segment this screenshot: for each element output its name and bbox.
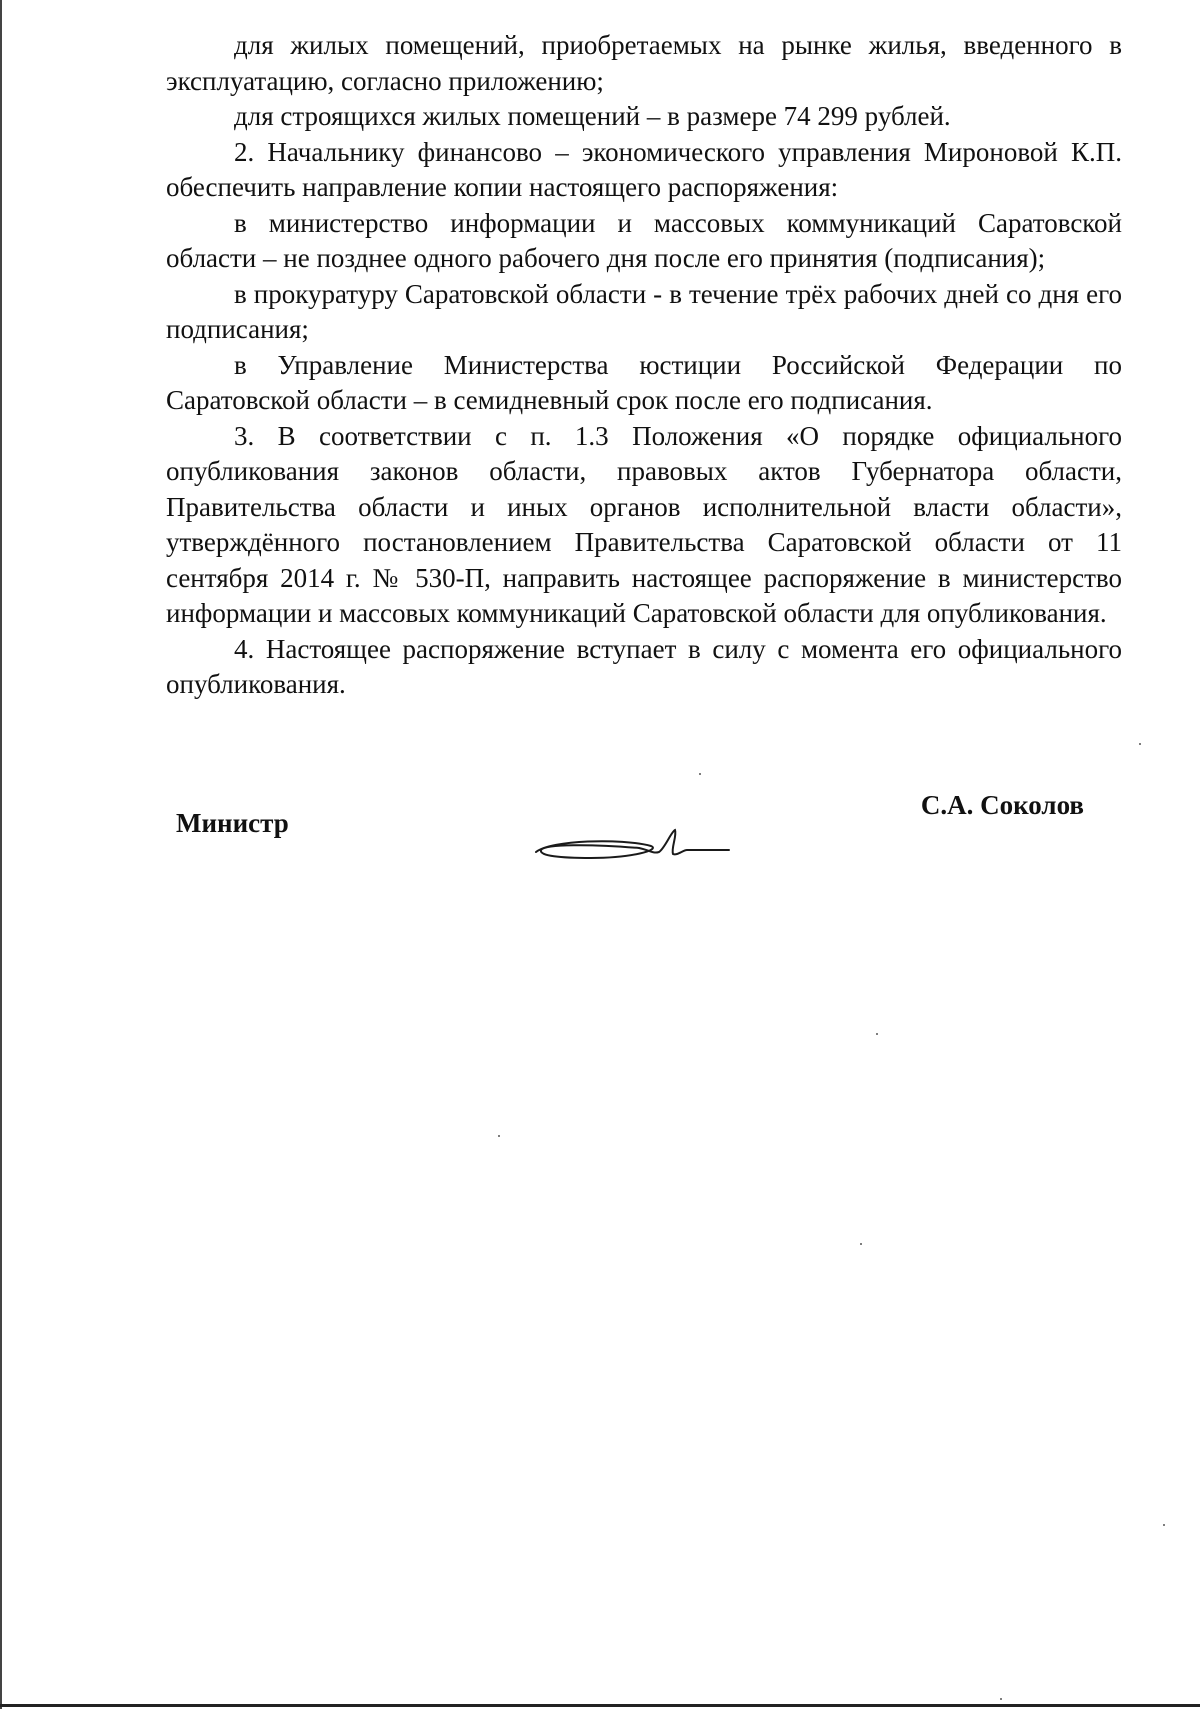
paragraph-under-construction: для строящихся жилых помещений – в размере 74 299 рублей.: [234, 101, 951, 131]
paragraph-item-4: 4. Настоящее распоряжение вступает в силу с момента его официального опубликования.: [166, 633, 1122, 699]
signer-role: Министр: [176, 808, 289, 838]
scan-speck: [860, 1243, 862, 1245]
paragraph-ministry-information: в министерство информации и массовых коммуникаций Саратовской области – не позднее одного рабочего дня после его принятия (подписания);: [166, 207, 1122, 273]
scan-speck: [1000, 1698, 1002, 1700]
paragraph-residential-market: для жилых помещений, приобретаемых на рынке жилья, введенного в эксплуатацию, согласно приложению;: [166, 30, 1122, 96]
signature-block: [176, 790, 1096, 870]
paragraph-item-2: 2. Начальнику финансово – экономического управления Мироновой К.П. обеспечить направление копии настоящего распоряжения:: [166, 136, 1122, 202]
scan-speck: [876, 1033, 878, 1035]
paragraph-justice-department: в Управление Министерства юстиции Российской Федерации по Саратовской области – в семидневный срок после его подписания.: [166, 349, 1122, 415]
scan-left-edge: [0, 0, 2, 1709]
handwritten-signature: [531, 810, 731, 870]
paragraph-prosecutor: в прокуратуру Саратовской области - в течение трёх рабочих дней со дня его подписания;: [166, 278, 1122, 344]
scan-speck: [1163, 1524, 1165, 1526]
document-body: [166, 28, 1122, 703]
signer-name: С.А. Соколов: [920, 790, 1084, 820]
scan-speck: [699, 773, 701, 775]
scan-bottom-edge: [0, 1704, 1200, 1707]
scan-speck: [498, 1135, 500, 1137]
paragraph-item-3: 3. В соответствии с п. 1.3 Положения «О порядке официального опубликования законов области, правовых актов Губернатора области, Правительства области и иных органов исполнительной власти области», утверждённого постановлением Правительства Саратовской области от 11 сентября 2014 г. № 530-П, направить настоящее распоряжение в министерство информации и массовых коммуникаций Саратовской области для опубликования.: [166, 420, 1122, 628]
scan-speck: [1139, 743, 1141, 745]
